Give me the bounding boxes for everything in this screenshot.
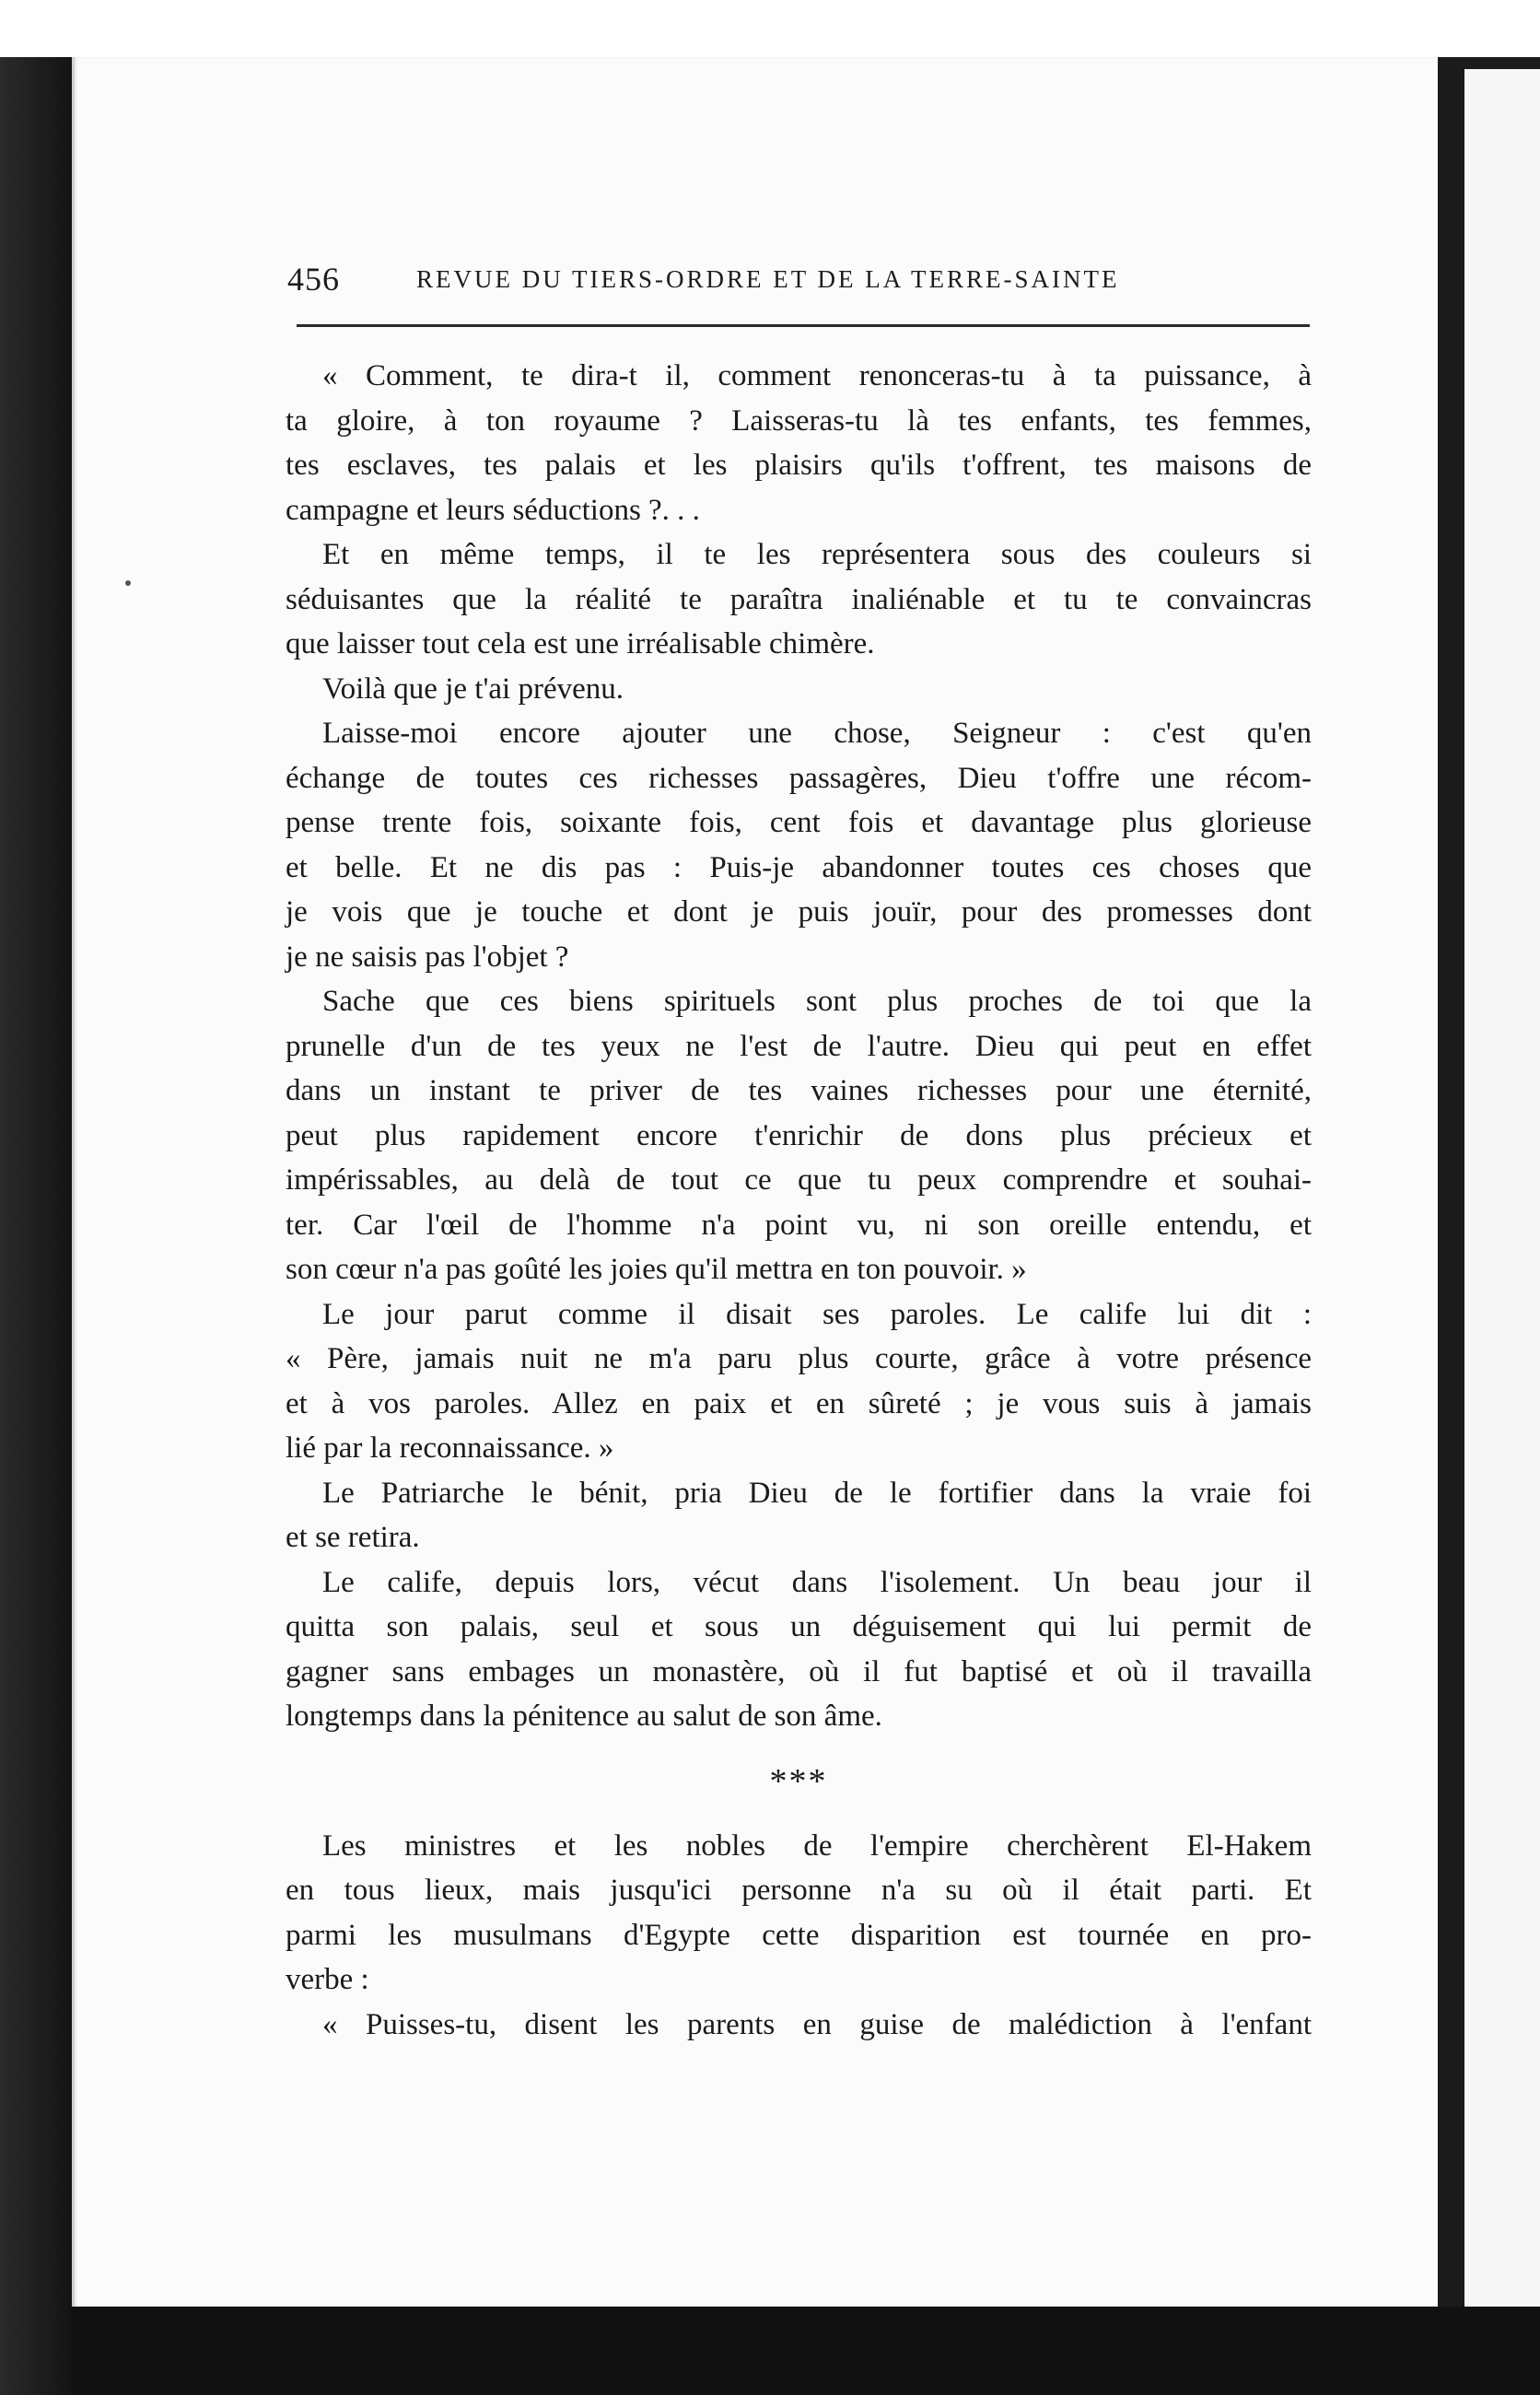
- text-line: tes esclaves, tes palais et les plaisirs qu'ils t'offrent, tes maisons de: [286, 449, 1312, 482]
- text-line: campagne et leurs séductions ?. . .: [286, 493, 700, 527]
- header-rule: [297, 324, 1310, 327]
- text-line: et se retira.: [286, 1521, 420, 1554]
- text-line: Et en même temps, il te les représentera sous des couleurs si: [322, 538, 1312, 571]
- scan-top-margin: [0, 0, 1540, 57]
- text-line: « Comment, te dira-t il, comment renonceras-tu à ta puissance, à: [322, 359, 1312, 392]
- text-line: son cœur n'a pas goûté les joies qu'il mettra en ton pouvoir. »: [286, 1253, 1027, 1286]
- text-line: quitta son palais, seul et sous un déguisement qui lui permit de: [286, 1610, 1312, 1643]
- text-line: Le calife, depuis lors, vécut dans l'isolement. Un beau jour il: [322, 1565, 1312, 1599]
- text-line: Laisse-moi encore ajouter une chose, Seigneur : c'est qu'en: [322, 717, 1312, 750]
- text-block-after-break: [286, 1824, 1312, 2048]
- text-line: « Puisses-tu, disent les parents en guise de malédiction à l'enfant: [322, 2007, 1312, 2041]
- running-title: REVUE DU TIERS-ORDRE ET DE LA TERRE-SAINTE: [416, 265, 1120, 293]
- text-block-main: [286, 354, 1312, 1739]
- text-line: Sache que ces biens spirituels sont plus proches de toi que la: [322, 985, 1312, 1018]
- text-line: que laisser tout cela est une irréalisable chimère.: [286, 627, 875, 660]
- text-line: prunelle d'un de tes yeux ne l'est de l'autre. Dieu qui peut en effet: [286, 1029, 1312, 1063]
- text-line: longtemps dans la pénitence au salut de son âme.: [286, 1700, 882, 1733]
- text-line: Voilà que je t'ai prévenu.: [322, 672, 624, 706]
- text-line: Le Patriarche le bénit, pria Dieu de le fortifier dans la vraie foi: [322, 1476, 1312, 1510]
- margin-speck: [125, 580, 131, 586]
- text-line: Le jour parut comme il disait ses paroles. Le calife lui dit :: [322, 1297, 1312, 1331]
- text-line: échange de toutes ces richesses passagères, Dieu t'offre une récom-: [286, 761, 1312, 795]
- adjacent-page-edge: [1464, 69, 1540, 2326]
- text-line: gagner sans embages un monastère, où il fut baptisé et où il travailla: [286, 1654, 1312, 1688]
- text-line: pense trente fois, soixante fois, cent fois et davantage plus glorieuse: [286, 806, 1312, 839]
- text-line: peut plus rapidement encore t'enrichir de dons plus précieux et: [286, 1118, 1312, 1152]
- text-line: je vois que je touche et dont je puis jouïr, pour des promesses dont: [286, 895, 1312, 929]
- text-line: dans un instant te priver de tes vaines richesses pour une éternité,: [286, 1074, 1312, 1107]
- text-line: parmi les musulmans d'Egypte cette disparition est tournée en pro-: [286, 1918, 1312, 1952]
- text-line: et belle. Et ne dis pas : Puis-je abandonner toutes ces choses que: [286, 850, 1312, 884]
- text-line: impérissables, au delà de tout ce que tu peux comprendre et souhai-: [286, 1163, 1312, 1197]
- scan-bottom-edge: [72, 2307, 1540, 2395]
- text-line: « Père, jamais nuit ne m'a paru plus courte, grâce à votre présence: [286, 1342, 1312, 1375]
- text-line: Les ministres et les nobles de l'empire cherchèrent El-Hakem: [322, 1828, 1312, 1863]
- text-line: je ne saisis pas l'objet ?: [286, 940, 569, 974]
- page-header: [287, 260, 1310, 308]
- body-text: [286, 354, 1312, 2047]
- text-line: ter. Car l'œil de l'homme n'a point vu, ni son oreille entendu, et: [286, 1208, 1312, 1242]
- section-break-asterism: ***: [769, 1761, 828, 1801]
- scan-left-edge: [0, 57, 72, 2395]
- text-line: verbe :: [286, 1963, 369, 1996]
- text-line: et à vos paroles. Allez en paix et en sûreté ; je vous suis à jamais: [286, 1386, 1312, 1420]
- text-line: lié par la reconnaissance. »: [286, 1431, 614, 1465]
- text-line: ta gloire, à ton royaume ? Laisseras-tu là tes enfants, tes femmes,: [286, 403, 1312, 438]
- page-number: 456: [287, 261, 340, 298]
- text-line: en tous lieux, mais jusqu'ici personne n'a su où il était parti. Et: [286, 1874, 1312, 1907]
- text-line: séduisantes que la réalité te paraîtra inaliénable et tu te convaincras: [286, 582, 1312, 616]
